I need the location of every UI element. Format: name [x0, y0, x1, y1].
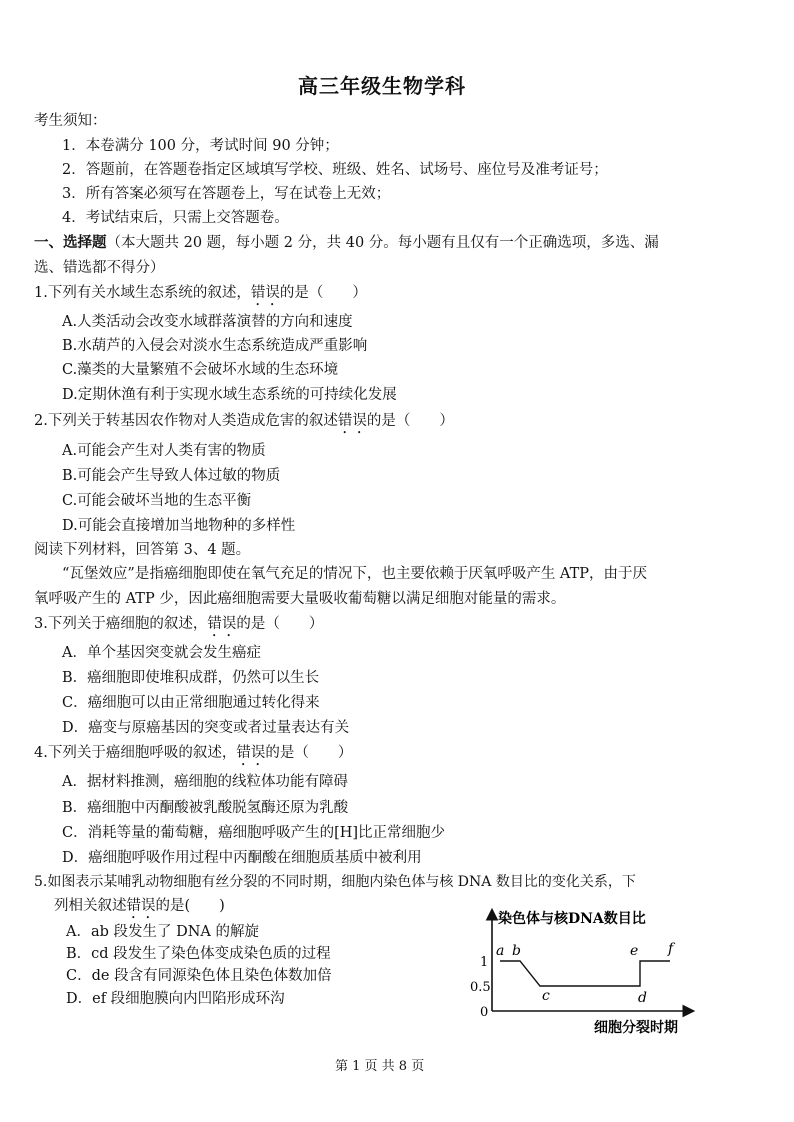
point-label-f: f — [668, 941, 674, 957]
stem-emphasis: 错误 — [250, 285, 280, 301]
stem-text: 1.下列有关水域生态系统的叙述， — [34, 285, 251, 301]
point-label-e: e — [630, 943, 639, 959]
question-4-option-d: D．癌细胞呼吸作用过程中丙酮酸在细胞质基质中被利用 — [62, 850, 422, 866]
material-text: 氧呼吸产生的 ATP 少，因此癌细胞需要大量吸收葡萄糖以满足细胞对能量的需求。 — [34, 591, 566, 607]
notice-item: 2．答题前，在答题卷指定区域填写学校、班级、姓名、试场号、座位号及准考证号； — [62, 162, 608, 178]
question-4-option-b: B．癌细胞中丙酮酸被乳酸脱氢酶还原为乳酸 — [62, 800, 349, 816]
question-3-option-d: D．癌变与原癌基因的突变或者过量表达有关 — [62, 720, 350, 736]
section-desc: （本大题共 20 题，每小题 2 分，共 40 分。每小题有且仅有一个正确选项，多选、漏 — [106, 235, 659, 251]
question-2-option-b: B.可能会产生导致人体过敏的物质 — [62, 468, 281, 484]
question-4-option-c: C．消耗等量的葡萄糖，癌细胞呼吸产生的[H]比正常细胞少 — [62, 825, 446, 841]
point-label-b: b — [512, 943, 521, 959]
question-5-option-d: D．ef 段细胞膜向内凹陷形成环沟 — [66, 991, 285, 1007]
question-2-option-c: C.可能会破坏当地的生态平衡 — [62, 493, 252, 509]
question-5-option-a: A．ab 段发生了 DNA 的解旋 — [66, 924, 260, 940]
question-3-stem — [34, 612, 323, 640]
question-5-option-c: C．de 段含有同源染色体且染色体数加倍 — [66, 968, 332, 984]
question-1-option-c: C.藻类的大量繁殖不会破坏水域的生态环境 — [62, 362, 339, 378]
question-5-option-b: B．cd 段发生了染色体变成染色质的过程 — [66, 946, 331, 962]
stem-text: 4.下列关于癌细胞呼吸的叙述， — [34, 745, 237, 761]
stem-text: 的是（ ） — [265, 745, 353, 761]
stem-text: 的是（ ） — [236, 616, 324, 632]
question-1-option-d: D.定期休渔有利于实现水域生态系统的可持续化发展 — [62, 387, 397, 403]
notice-heading: 考生须知： — [34, 113, 107, 129]
question-2-option-a: A.可能会产生对人类有害的物质 — [62, 443, 266, 459]
material-intro: 阅读下列材料，回答第 3、4 题。 — [34, 542, 251, 558]
stem-text: 的是( ) — [155, 898, 225, 914]
material-text: “瓦堡效应”是指癌细胞即使在氧气充足的情况下，也主要依赖于厌氧呼吸产生 ATP，由于厌 — [62, 566, 648, 582]
stem-text: 2.下列关于转基因农作物对人类造成危害的叙述 — [34, 413, 338, 429]
ratio-chart — [470, 905, 710, 1040]
page-title: 高三年级生物学科 — [298, 74, 466, 98]
stem-emphasis: 错误 — [207, 616, 237, 632]
chart-title: 染色体与核DNA数目比 — [498, 911, 646, 927]
stem-text: 列相关叙述 — [54, 898, 127, 914]
question-1-stem — [34, 281, 367, 309]
stem-text: 3.下列关于癌细胞的叙述， — [34, 616, 208, 632]
stem-emphasis: 错误 — [236, 745, 266, 761]
point-label-a: a — [496, 943, 505, 959]
section-heading: 一、选择题 — [34, 234, 107, 251]
question-3-option-b: B．癌细胞即使堆积成群，仍然可以生长 — [62, 670, 320, 686]
point-label-c: c — [542, 988, 550, 1004]
section-heading-line — [34, 231, 659, 252]
point-label-d: d — [638, 990, 647, 1006]
section-desc-cont: 选、错选都不得分） — [34, 260, 165, 276]
notice-item: 1．本卷满分 100 分，考试时间 90 分钟； — [62, 138, 339, 154]
question-3-option-a: A．单个基因突变就会发生癌症 — [62, 645, 261, 661]
stem-emphasis: 错误 — [337, 413, 367, 429]
y-tick-label: 0.5 — [470, 980, 491, 995]
question-5-stem-cont — [54, 894, 225, 922]
question-4-option-a: A．据材料推测，癌细胞的线粒体功能有障碍 — [62, 774, 348, 790]
stem-emphasis: 错误 — [126, 898, 156, 914]
question-1-option-b: B.水葫芦的入侵会对淡水生态系统造成严重影响 — [62, 338, 368, 354]
page-footer: 第 1 页 共 8 页 — [335, 1059, 425, 1074]
y-tick-label: 1 — [480, 955, 489, 970]
stem-text: 的是（ ） — [366, 413, 454, 429]
series-line — [500, 961, 670, 986]
question-4-stem — [34, 741, 352, 769]
question-3-option-c: C．癌细胞可以由正常细胞通过转化得来 — [62, 695, 320, 711]
question-2-option-d: D.可能会直接增加当地物种的多样性 — [62, 518, 296, 534]
y-tick-label: 0 — [480, 1005, 489, 1020]
stem-text: 的是（ ） — [279, 285, 367, 301]
question-5-stem: 5.如图表示某哺乳动物细胞有丝分裂的不同时期，细胞内染色体与核 DNA 数目比的变化关系，下 — [34, 874, 636, 890]
x-axis-label: 细胞分裂时期 — [594, 1020, 678, 1036]
question-1-option-a: A.人类活动会改变水域群落演替的方向和速度 — [62, 314, 353, 330]
notice-item: 3．所有答案必须写在答题卷上，写在试卷上无效； — [62, 186, 391, 202]
question-2-stem — [34, 409, 454, 437]
notice-item: 4．考试结束后，只需上交答题卷。 — [62, 210, 289, 226]
